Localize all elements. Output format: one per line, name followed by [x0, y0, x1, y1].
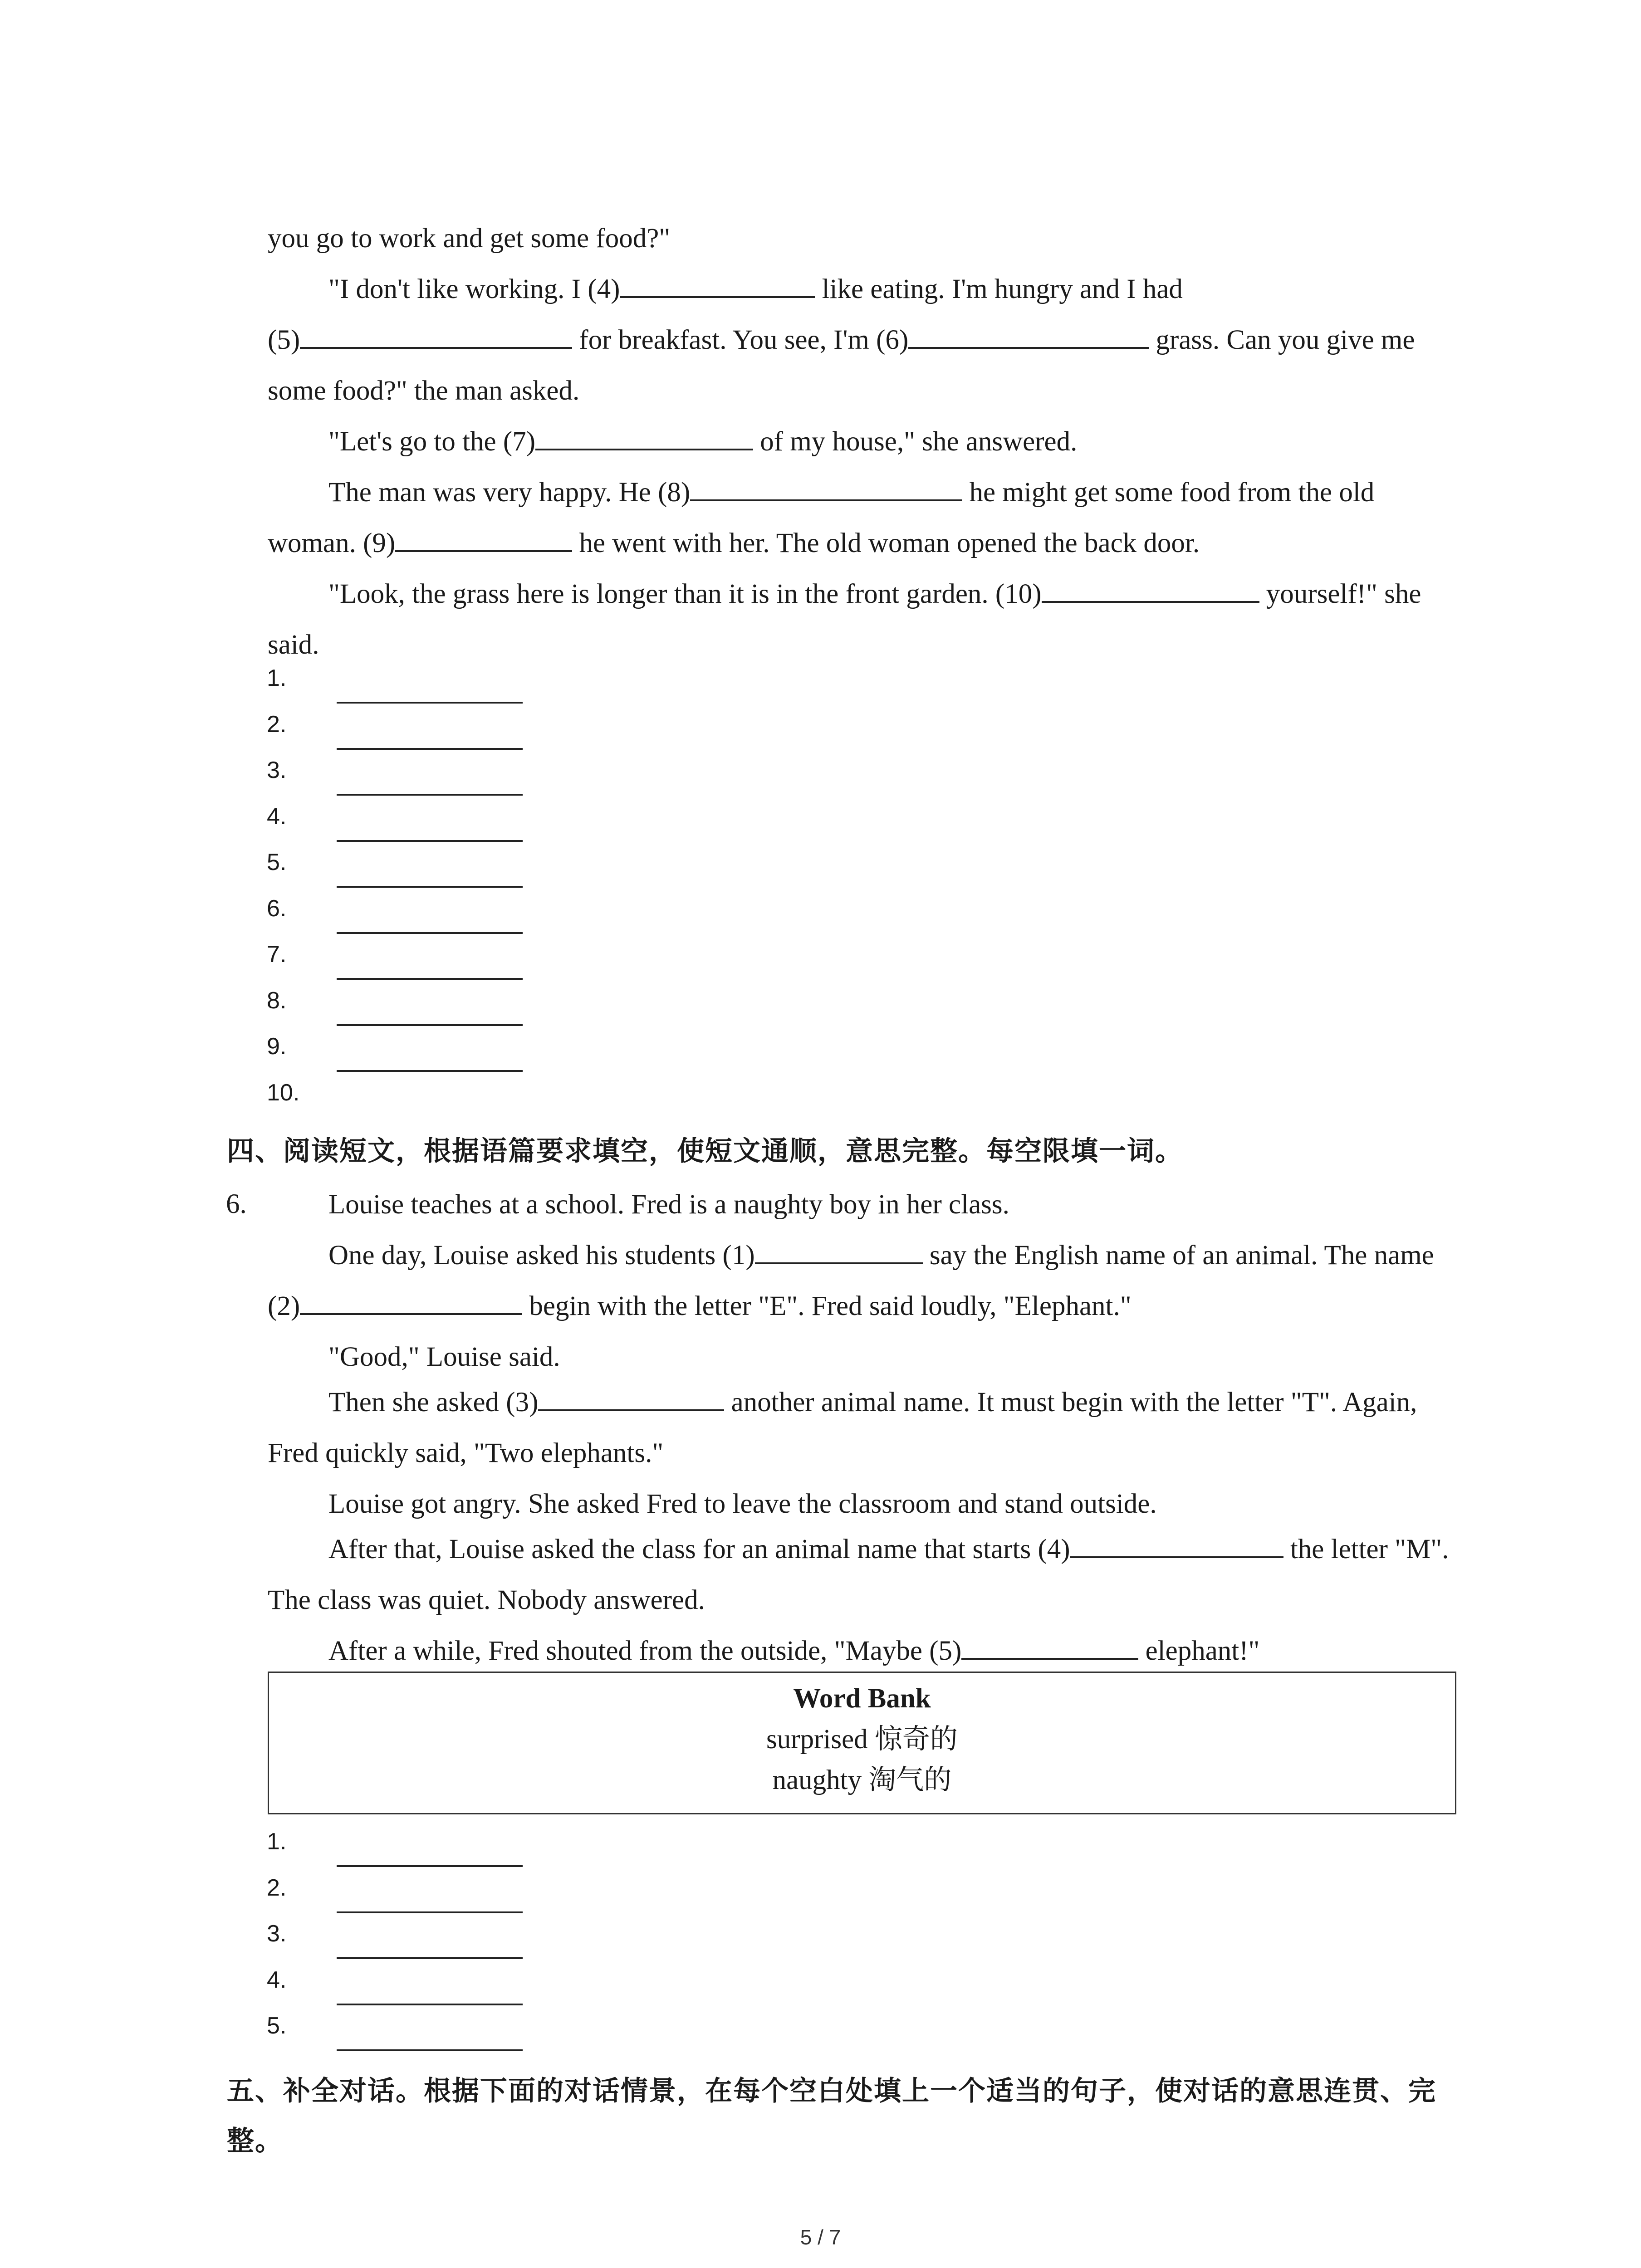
blank-7[interactable] — [535, 421, 753, 450]
blank-9[interactable] — [395, 523, 572, 552]
word-bank-item: surprised 惊奇的 — [766, 1724, 958, 1755]
answer-line[interactable] — [337, 1911, 523, 1913]
answer-line[interactable] — [337, 1957, 523, 1959]
section4-para-5: After a while, Fred shouted from the outside, "Maybe (5) elephant!" — [268, 1626, 1456, 1677]
question-number: 6. — [226, 1189, 247, 1219]
answer-line[interactable] — [337, 886, 523, 888]
blank-s4-5[interactable] — [961, 1631, 1138, 1660]
passage1-para-5: (5) for breakfast. You see, I'm (6) grass. Can you give me some food?" the man asked. — [268, 315, 1456, 416]
section4-line-angry: Louise got angry. She asked Fred to leave the classroom and stand outside. — [328, 1489, 1157, 1519]
answer-line[interactable] — [337, 702, 523, 704]
section4-line-good: "Good," Louise said. — [328, 1342, 560, 1372]
answer-line[interactable] — [337, 932, 523, 934]
word-bank — [268, 1672, 1456, 1814]
passage1-para-10: "Look, the grass here is longer than it is in the front garden. (10) yourself!" she said. — [268, 569, 1456, 670]
blank-6[interactable] — [908, 320, 1149, 349]
blank-5[interactable] — [300, 320, 572, 349]
blank-s4-4[interactable] — [1070, 1529, 1283, 1558]
passage1-para-4: "I don't like working. I (4) like eating. I'm hungry and I had — [268, 264, 1456, 315]
section5-heading: 五、补全对话。根据下面的对话情景，在每个空白处填上一个适当的句子，使对话的意思连贯、完整。 — [227, 2075, 1436, 2157]
answer-line[interactable] — [337, 1024, 523, 1026]
passage1-line-1: you go to work and get some food?" — [268, 223, 671, 254]
blank-s4-1[interactable] — [755, 1235, 923, 1264]
blank-s4-3[interactable] — [538, 1382, 724, 1411]
page-number: 5 / 7 — [800, 2225, 841, 2249]
section4-para-4: After that, Louise asked the class for an animal name that starts (4) the letter "M". The class was quiet. Nobody answered. — [268, 1524, 1456, 1626]
blank-s4-2[interactable] — [300, 1286, 522, 1315]
word-bank-title: Word Bank — [793, 1683, 931, 1714]
blank-4[interactable] — [620, 269, 815, 298]
answer-line[interactable] — [337, 1865, 523, 1867]
answer-line[interactable] — [337, 978, 523, 980]
section4-para-2: One day, Louise asked his students (1) say the English name of an animal. The name (2) begin with the letter "E". Fred said loudly, "Elephant." — [268, 1230, 1456, 1332]
blank-8[interactable] — [690, 472, 962, 501]
answer-line[interactable] — [337, 1070, 523, 1072]
answer-line[interactable] — [337, 2049, 523, 2051]
passage1-para-7: "Let's go to the (7) of my house," she answered. — [268, 416, 1456, 467]
section4-line-1: Louise teaches at a school. Fred is a naughty boy in her class. — [328, 1189, 1009, 1220]
answer-line[interactable] — [337, 2004, 523, 2005]
word-bank-item: naughty 淘气的 — [772, 1765, 952, 1795]
section4-para-3: Then she asked (3) another animal name. It must begin with the letter "T". Again, Fred quickly said, "Two elephants." — [268, 1377, 1456, 1479]
passage1-para-8: The man was very happy. He (8) he might get some food from the old woman. (9) he went with her. The old woman opened the back door. — [268, 467, 1456, 569]
answer-line[interactable] — [337, 748, 523, 750]
answer-line[interactable] — [337, 794, 523, 796]
blank-10[interactable] — [1042, 574, 1259, 603]
answer-line[interactable] — [337, 840, 523, 842]
section4-heading: 四、阅读短文，根据语篇要求填空，使短文通顺，意思完整。每空限填一词。 — [227, 1135, 1183, 1167]
